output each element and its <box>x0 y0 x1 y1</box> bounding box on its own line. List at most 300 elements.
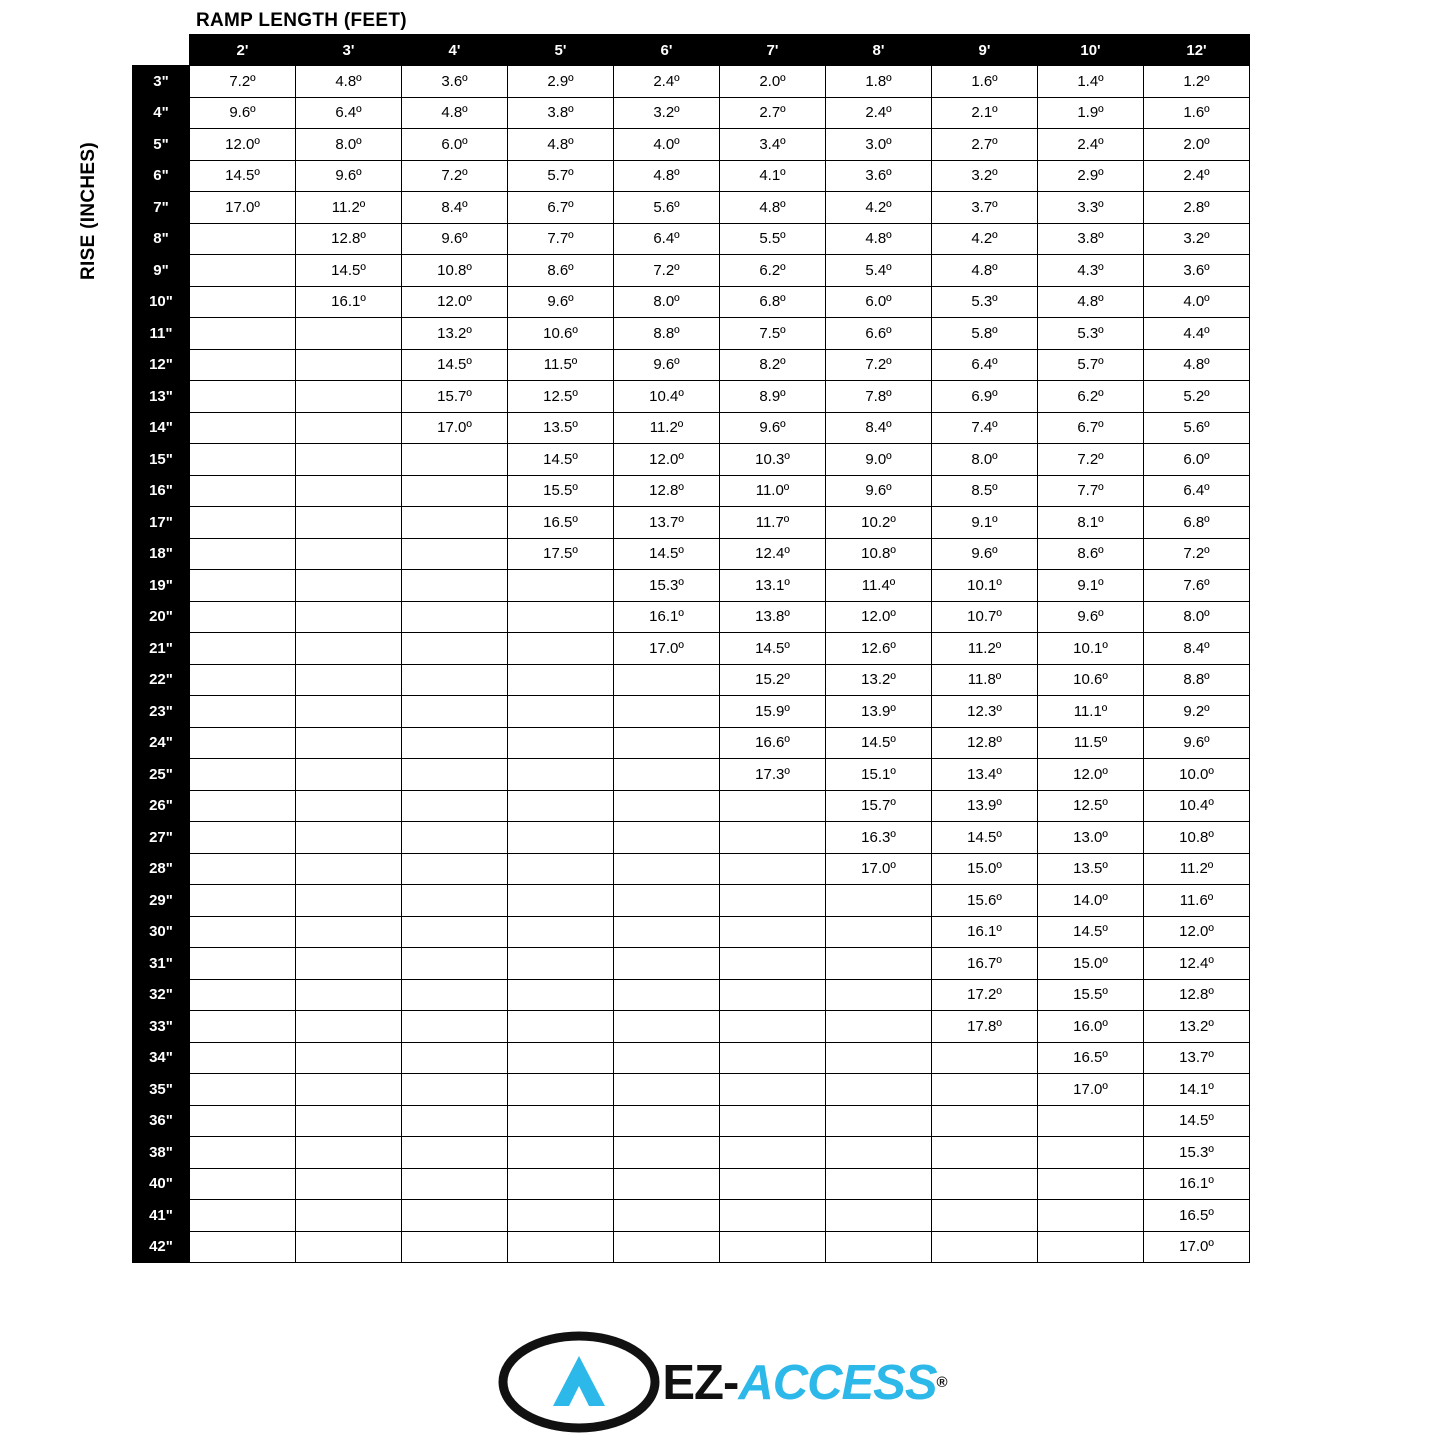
angle-cell: 12.0º <box>402 286 508 318</box>
angle-cell <box>614 1168 720 1200</box>
brand-logo <box>0 1330 1445 1435</box>
angle-cell: 14.5º <box>508 444 614 476</box>
angle-cell: 11.7º <box>720 507 826 539</box>
angle-cell <box>826 916 932 948</box>
angle-cell: 10.4º <box>614 381 720 413</box>
angle-cell <box>190 822 296 854</box>
table-row <box>133 916 1250 948</box>
row-header-rise: 16" <box>133 475 190 507</box>
row-header-rise: 28" <box>133 853 190 885</box>
angle-cell <box>508 727 614 759</box>
logo-registered-mark: ® <box>936 1374 948 1391</box>
angle-cell <box>296 790 402 822</box>
angle-cell: 9.6º <box>508 286 614 318</box>
angle-cell <box>402 507 508 539</box>
angle-cell: 3.6º <box>1144 255 1250 287</box>
angle-cell <box>932 1200 1038 1232</box>
column-header-5: 6' <box>614 35 720 66</box>
angle-cell: 1.6º <box>1144 97 1250 129</box>
angle-cell <box>190 381 296 413</box>
angle-cell: 17.0º <box>614 633 720 665</box>
angle-cell: 4.8º <box>614 160 720 192</box>
table-row <box>133 790 1250 822</box>
table-row <box>133 853 1250 885</box>
angle-cell <box>296 412 402 444</box>
angle-cell <box>402 570 508 602</box>
angle-cell <box>296 381 402 413</box>
row-header-rise: 40" <box>133 1168 190 1200</box>
angle-cell <box>402 696 508 728</box>
row-header-rise: 9" <box>133 255 190 287</box>
angle-cell: 7.6º <box>1144 570 1250 602</box>
angle-cell: 12.4º <box>1144 948 1250 980</box>
angle-cell: 12.8º <box>932 727 1038 759</box>
angle-cell: 4.4º <box>1144 318 1250 350</box>
angle-cell <box>826 1074 932 1106</box>
angle-cell: 14.1º <box>1144 1074 1250 1106</box>
angle-cell <box>508 759 614 791</box>
angle-cell: 6.0º <box>402 129 508 161</box>
row-header-rise: 36" <box>133 1105 190 1137</box>
angle-cell <box>296 318 402 350</box>
angle-cell: 2.0º <box>1144 129 1250 161</box>
angle-cell: 5.2º <box>1144 381 1250 413</box>
angle-cell: 8.0º <box>1144 601 1250 633</box>
angle-cell <box>296 601 402 633</box>
angle-cell: 17.3º <box>720 759 826 791</box>
table-header-row <box>133 35 1250 66</box>
column-header-1: 2' <box>190 35 296 66</box>
angle-cell <box>402 1231 508 1263</box>
table-row <box>133 538 1250 570</box>
angle-cell: 16.0º <box>1038 1011 1144 1043</box>
column-header-4: 5' <box>508 35 614 66</box>
angle-cell: 2.1º <box>932 97 1038 129</box>
angle-cell <box>296 444 402 476</box>
row-header-rise: 27" <box>133 822 190 854</box>
angle-cell <box>296 1200 402 1232</box>
row-header-rise: 8" <box>133 223 190 255</box>
angle-cell: 2.7º <box>932 129 1038 161</box>
angle-cell <box>826 1042 932 1074</box>
angle-cell <box>720 1105 826 1137</box>
angle-cell: 8.0º <box>932 444 1038 476</box>
table-row <box>133 381 1250 413</box>
angle-cell: 17.0º <box>190 192 296 224</box>
angle-cell: 13.2º <box>402 318 508 350</box>
angle-cell: 16.1º <box>1144 1168 1250 1200</box>
angle-cell <box>190 916 296 948</box>
table-row <box>133 948 1250 980</box>
angle-cell <box>402 790 508 822</box>
table-row <box>133 412 1250 444</box>
angle-cell: 3.0º <box>826 129 932 161</box>
angle-cell <box>190 601 296 633</box>
angle-cell: 12.5º <box>1038 790 1144 822</box>
angle-cell <box>1038 1137 1144 1169</box>
angle-cell: 4.0º <box>1144 286 1250 318</box>
column-header-2: 3' <box>296 35 402 66</box>
row-header-rise: 14" <box>133 412 190 444</box>
angle-cell: 8.0º <box>296 129 402 161</box>
row-header-rise: 30" <box>133 916 190 948</box>
row-header-rise: 4" <box>133 97 190 129</box>
angle-cell: 11.2º <box>1144 853 1250 885</box>
angle-cell: 15.3º <box>1144 1137 1250 1169</box>
angle-cell <box>296 570 402 602</box>
angle-cell <box>402 1074 508 1106</box>
angle-cell: 6.0º <box>1144 444 1250 476</box>
angle-cell: 16.6º <box>720 727 826 759</box>
angle-cell: 12.0º <box>826 601 932 633</box>
angle-cell <box>190 223 296 255</box>
angle-cell <box>720 1011 826 1043</box>
angle-cell <box>296 1168 402 1200</box>
angle-cell <box>720 853 826 885</box>
angle-cell <box>190 412 296 444</box>
angle-cell: 3.2º <box>932 160 1038 192</box>
table-corner-cell <box>133 35 190 66</box>
angle-cell <box>190 444 296 476</box>
angle-cell <box>402 885 508 917</box>
row-header-rise: 35" <box>133 1074 190 1106</box>
angle-cell <box>614 664 720 696</box>
angle-cell: 6.7º <box>508 192 614 224</box>
angle-cell: 8.8º <box>1144 664 1250 696</box>
angle-cell <box>296 349 402 381</box>
angle-cell: 8.6º <box>1038 538 1144 570</box>
angle-cell <box>614 822 720 854</box>
angle-cell: 4.0º <box>614 129 720 161</box>
table-row <box>133 979 1250 1011</box>
angle-cell: 8.4º <box>402 192 508 224</box>
angle-cell: 13.0º <box>1038 822 1144 854</box>
angle-cell <box>1038 1168 1144 1200</box>
angle-cell <box>402 475 508 507</box>
angle-cell: 11.0º <box>720 475 826 507</box>
angle-cell: 2.4º <box>614 66 720 98</box>
angle-cell <box>932 1042 1038 1074</box>
angle-cell <box>720 1168 826 1200</box>
angle-cell: 1.6º <box>932 66 1038 98</box>
angle-cell: 13.9º <box>826 696 932 728</box>
row-header-rise: 13" <box>133 381 190 413</box>
angle-cell <box>508 1074 614 1106</box>
angle-cell: 16.1º <box>932 916 1038 948</box>
angle-cell: 4.8º <box>508 129 614 161</box>
ramp-length-axis-label: RAMP LENGTH (FEET) <box>196 10 407 31</box>
angle-cell <box>190 727 296 759</box>
angle-cell: 9.1º <box>1038 570 1144 602</box>
angle-cell: 9.6º <box>720 412 826 444</box>
angle-cell <box>826 1231 932 1263</box>
row-header-rise: 18" <box>133 538 190 570</box>
row-header-rise: 5" <box>133 129 190 161</box>
angle-cell <box>826 1137 932 1169</box>
angle-cell: 12.8º <box>296 223 402 255</box>
angle-cell: 12.3º <box>932 696 1038 728</box>
angle-cell: 10.8º <box>402 255 508 287</box>
angle-cell: 10.0º <box>1144 759 1250 791</box>
angle-cell: 12.5º <box>508 381 614 413</box>
column-header-7: 8' <box>826 35 932 66</box>
angle-cell: 14.5º <box>1038 916 1144 948</box>
angle-cell <box>296 1137 402 1169</box>
angle-cell: 11.5º <box>508 349 614 381</box>
angle-cell: 16.1º <box>614 601 720 633</box>
row-header-rise: 3" <box>133 66 190 98</box>
angle-cell <box>190 1074 296 1106</box>
angle-cell: 13.5º <box>508 412 614 444</box>
angle-cell: 7.5º <box>720 318 826 350</box>
angle-cell: 6.2º <box>720 255 826 287</box>
angle-cell: 16.5º <box>508 507 614 539</box>
angle-cell <box>402 1137 508 1169</box>
angle-cell <box>508 979 614 1011</box>
table-row <box>133 1074 1250 1106</box>
angle-cell: 3.8º <box>508 97 614 129</box>
angle-cell: 10.1º <box>932 570 1038 602</box>
table-body <box>133 66 1250 1263</box>
angle-cell: 6.4º <box>296 97 402 129</box>
angle-cell: 7.2º <box>190 66 296 98</box>
angle-cell: 8.9º <box>720 381 826 413</box>
angle-cell: 15.0º <box>932 853 1038 885</box>
angle-cell: 3.2º <box>1144 223 1250 255</box>
angle-cell <box>190 885 296 917</box>
angle-cell: 17.0º <box>1144 1231 1250 1263</box>
angle-cell: 2.4º <box>1038 129 1144 161</box>
angle-cell: 14.0º <box>1038 885 1144 917</box>
angle-cell: 6.4º <box>614 223 720 255</box>
angle-cell <box>402 916 508 948</box>
angle-cell: 8.5º <box>932 475 1038 507</box>
angle-cell <box>826 1105 932 1137</box>
table-row <box>133 1042 1250 1074</box>
angle-cell <box>296 633 402 665</box>
angle-cell <box>508 948 614 980</box>
angle-cell: 17.0º <box>826 853 932 885</box>
row-header-rise: 26" <box>133 790 190 822</box>
angle-cell: 3.2º <box>614 97 720 129</box>
logo-text-access: ACCESS <box>738 1355 937 1410</box>
angle-cell <box>190 1042 296 1074</box>
angle-cell <box>508 916 614 948</box>
table-row <box>133 601 1250 633</box>
angle-cell: 8.0º <box>614 286 720 318</box>
angle-cell: 1.8º <box>826 66 932 98</box>
angle-cell: 4.8º <box>720 192 826 224</box>
angle-cell <box>1038 1231 1144 1263</box>
row-header-rise: 24" <box>133 727 190 759</box>
angle-cell <box>190 318 296 350</box>
angle-cell: 6.6º <box>826 318 932 350</box>
angle-cell: 15.1º <box>826 759 932 791</box>
row-header-rise: 33" <box>133 1011 190 1043</box>
angle-cell <box>614 979 720 1011</box>
angle-cell: 7.7º <box>508 223 614 255</box>
angle-cell: 9.2º <box>1144 696 1250 728</box>
angle-cell: 5.4º <box>826 255 932 287</box>
angle-cell: 7.2º <box>826 349 932 381</box>
angle-cell <box>296 507 402 539</box>
angle-cell <box>190 1200 296 1232</box>
angle-cell <box>508 885 614 917</box>
angle-cell <box>508 696 614 728</box>
angle-cell <box>296 538 402 570</box>
angle-cell: 10.6º <box>1038 664 1144 696</box>
table-row <box>133 129 1250 161</box>
angle-cell <box>190 948 296 980</box>
angle-cell: 7.2º <box>1038 444 1144 476</box>
angle-cell <box>508 822 614 854</box>
table-row <box>133 633 1250 665</box>
angle-cell <box>296 759 402 791</box>
angle-cell: 8.4º <box>1144 633 1250 665</box>
table-row <box>133 822 1250 854</box>
angle-cell: 7.4º <box>932 412 1038 444</box>
row-header-rise: 23" <box>133 696 190 728</box>
angle-cell: 11.6º <box>1144 885 1250 917</box>
angle-cell <box>402 601 508 633</box>
angle-cell <box>508 570 614 602</box>
table-row <box>133 475 1250 507</box>
angle-cell: 5.3º <box>932 286 1038 318</box>
row-header-rise: 41" <box>133 1200 190 1232</box>
angle-cell <box>296 727 402 759</box>
angle-cell <box>190 349 296 381</box>
table-row <box>133 1137 1250 1169</box>
angle-cell: 8.1º <box>1038 507 1144 539</box>
logo-text-dash: - <box>723 1355 739 1410</box>
table-row <box>133 66 1250 98</box>
angle-cell: 5.7º <box>508 160 614 192</box>
angle-cell: 4.8º <box>296 66 402 98</box>
angle-cell <box>190 633 296 665</box>
angle-cell <box>402 822 508 854</box>
angle-cell <box>190 696 296 728</box>
table-row <box>133 1168 1250 1200</box>
angle-cell: 1.9º <box>1038 97 1144 129</box>
angle-cell: 14.5º <box>614 538 720 570</box>
angle-cell: 7.2º <box>402 160 508 192</box>
angle-cell <box>932 1074 1038 1106</box>
angle-cell: 5.5º <box>720 223 826 255</box>
angle-cell: 11.2º <box>614 412 720 444</box>
angle-cell: 6.8º <box>720 286 826 318</box>
angle-cell: 12.8º <box>1144 979 1250 1011</box>
angle-cell: 15.9º <box>720 696 826 728</box>
angle-cell: 10.8º <box>1144 822 1250 854</box>
table-row <box>133 664 1250 696</box>
angle-cell <box>508 853 614 885</box>
angle-cell: 9.6º <box>614 349 720 381</box>
angle-cell: 3.7º <box>932 192 1038 224</box>
ramp-angle-table-wrapper <box>132 34 1250 1263</box>
row-header-rise: 12" <box>133 349 190 381</box>
angle-cell: 4.2º <box>932 223 1038 255</box>
angle-cell: 9.0º <box>826 444 932 476</box>
angle-cell <box>720 1137 826 1169</box>
angle-cell <box>402 853 508 885</box>
angle-cell: 8.6º <box>508 255 614 287</box>
table-row <box>133 192 1250 224</box>
angle-cell: 2.7º <box>720 97 826 129</box>
row-header-rise: 31" <box>133 948 190 980</box>
table-row <box>133 1011 1250 1043</box>
angle-cell <box>402 633 508 665</box>
column-header-9: 10' <box>1038 35 1144 66</box>
table-row <box>133 885 1250 917</box>
angle-cell <box>296 948 402 980</box>
angle-cell: 12.4º <box>720 538 826 570</box>
angle-cell: 12.0º <box>614 444 720 476</box>
angle-cell <box>932 1168 1038 1200</box>
angle-cell <box>402 664 508 696</box>
angle-cell: 9.1º <box>932 507 1038 539</box>
angle-cell <box>190 759 296 791</box>
angle-cell: 17.2º <box>932 979 1038 1011</box>
angle-cell: 5.6º <box>614 192 720 224</box>
angle-cell: 4.1º <box>720 160 826 192</box>
angle-cell: 14.5º <box>720 633 826 665</box>
row-header-rise: 25" <box>133 759 190 791</box>
angle-cell: 2.8º <box>1144 192 1250 224</box>
angle-cell <box>508 1011 614 1043</box>
angle-cell: 15.7º <box>826 790 932 822</box>
angle-cell <box>190 1137 296 1169</box>
angle-cell: 10.7º <box>932 601 1038 633</box>
angle-cell <box>932 1137 1038 1169</box>
angle-cell: 4.8º <box>826 223 932 255</box>
angle-cell <box>508 1105 614 1137</box>
angle-cell <box>508 601 614 633</box>
angle-cell <box>826 979 932 1011</box>
angle-cell: 12.0º <box>1144 916 1250 948</box>
angle-cell: 15.5º <box>1038 979 1144 1011</box>
angle-cell <box>190 507 296 539</box>
angle-cell <box>614 1011 720 1043</box>
angle-cell: 4.2º <box>826 192 932 224</box>
angle-cell <box>402 979 508 1011</box>
angle-cell: 14.5º <box>826 727 932 759</box>
angle-cell <box>508 790 614 822</box>
angle-cell <box>826 1200 932 1232</box>
angle-cell: 6.4º <box>1144 475 1250 507</box>
row-header-rise: 17" <box>133 507 190 539</box>
angle-cell: 8.4º <box>826 412 932 444</box>
angle-cell: 3.8º <box>1038 223 1144 255</box>
angle-cell <box>720 979 826 1011</box>
angle-cell <box>720 948 826 980</box>
angle-cell <box>826 1168 932 1200</box>
angle-cell: 9.6º <box>826 475 932 507</box>
angle-cell: 15.6º <box>932 885 1038 917</box>
angle-cell <box>296 979 402 1011</box>
angle-cell: 2.0º <box>720 66 826 98</box>
angle-cell <box>190 979 296 1011</box>
row-header-rise: 6" <box>133 160 190 192</box>
angle-cell: 14.5º <box>932 822 1038 854</box>
angle-cell <box>826 1011 932 1043</box>
angle-cell: 11.8º <box>932 664 1038 696</box>
table-row <box>133 696 1250 728</box>
table-row <box>133 444 1250 476</box>
angle-cell: 16.7º <box>932 948 1038 980</box>
angle-cell <box>296 1011 402 1043</box>
angle-cell <box>190 475 296 507</box>
angle-cell <box>614 1042 720 1074</box>
